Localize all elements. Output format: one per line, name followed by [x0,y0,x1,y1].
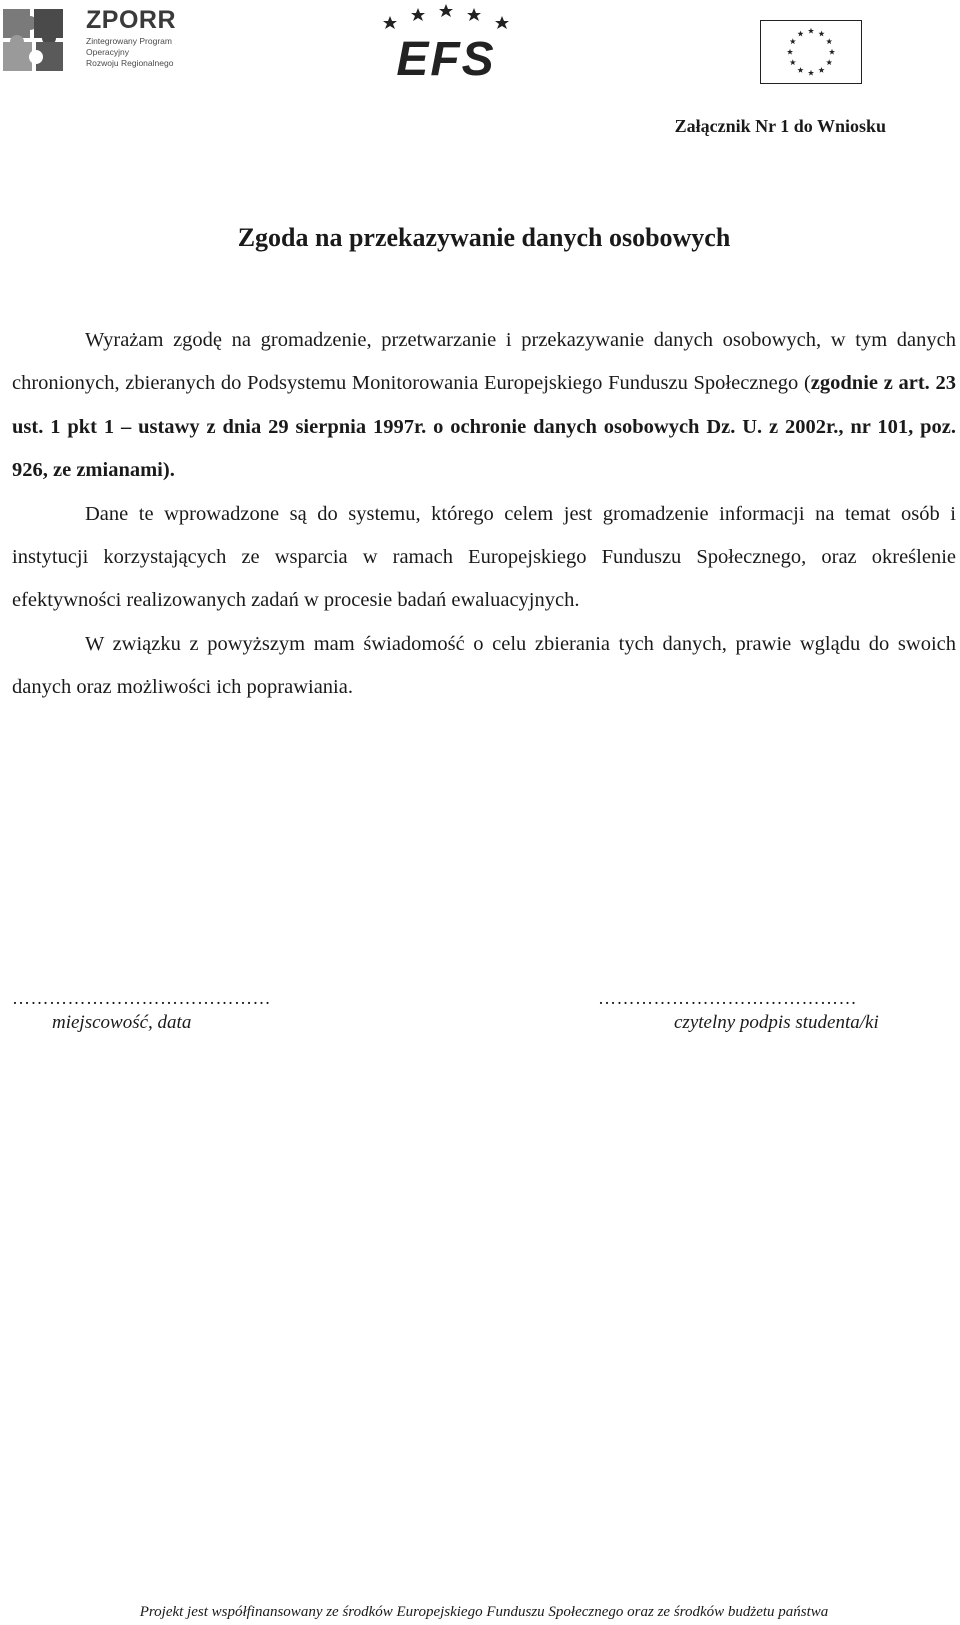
signature-label: czytelny podpis studenta/ki [674,1012,879,1033]
eu-star-icon [826,38,832,44]
document-title: Zgoda na przekazywanie danych osobowych [237,223,731,252]
eu-star-icon [808,70,814,76]
efs-wordmark: EFS [396,33,496,86]
zporr-logo [0,2,185,80]
eu-star-icon [797,67,803,73]
eu-stars-icon [761,21,861,83]
document-body [12,319,956,710]
eu-star-icon [790,38,796,44]
eu-star-icon [790,59,796,65]
eu-star-icon [787,49,793,55]
stars-icon [380,2,512,32]
eu-star-icon [826,59,832,65]
eu-star-icon [829,49,835,55]
signature-line: …………………………………… [598,988,857,1008]
eu-star-icon [797,31,803,37]
paragraph-consent [12,319,956,493]
paragraph-consent-legal-basis: zgodnie z art. 23 ust. 1 pkt 1 – ustawy z dnia 29 sierpnia 1997r. o ochronie danych osobowych Dz. U. z 2002r., nr 101, poz. 926, ze zmianami). [12,372,956,482]
puzzle-logo-icon [0,2,70,78]
zporr-line-2: Operacyjny [86,47,129,57]
eu-star-icon [818,67,824,73]
eu-star-icon [808,28,814,34]
place-date-label: miejscowość, data [52,1012,192,1033]
footer-note: Projekt jest współfinansowany ze środków Europejskiego Funduszu Społecznego oraz ze środków budżetu państwa [139,1604,829,1620]
paragraph-consent-text: Wyrażam zgodę na gromadzenie, przetwarzanie i przekazywanie danych osobowych, w tym danych chronionych, zbieranych do Podsystemu Monitorowania Europejskiego Funduszu Społecznego ( [12,329,956,395]
zporr-title: ZPORR [86,6,176,34]
place-date-line: …………………………………… [12,988,271,1008]
attachment-label: Załącznik Nr 1 do Wniosku [674,116,886,136]
efs-logo [380,2,520,84]
zporr-line-3: Rozwoju Regionalnego [86,58,174,68]
eu-flag-icon [760,20,862,84]
paragraph-rights: W związku z powyższym mam świadomość o celu zbierania tych danych, prawie wglądu do swoich danych oraz możliwości ich poprawiania. [12,632,956,699]
zporr-line-1: Zintegrowany Program [86,36,172,46]
eu-star-icon [818,31,824,37]
paragraph-purpose: Dane te wprowadzone są do systemu, którego celem jest gromadzenie informacji na temat osób i instytucji korzystających ze wsparcia w ramach Europejskiego Funduszu Społecznego, oraz określenie efektywności realizowanych zadań w procesie badań ewaluacyjnych. [12,502,956,612]
